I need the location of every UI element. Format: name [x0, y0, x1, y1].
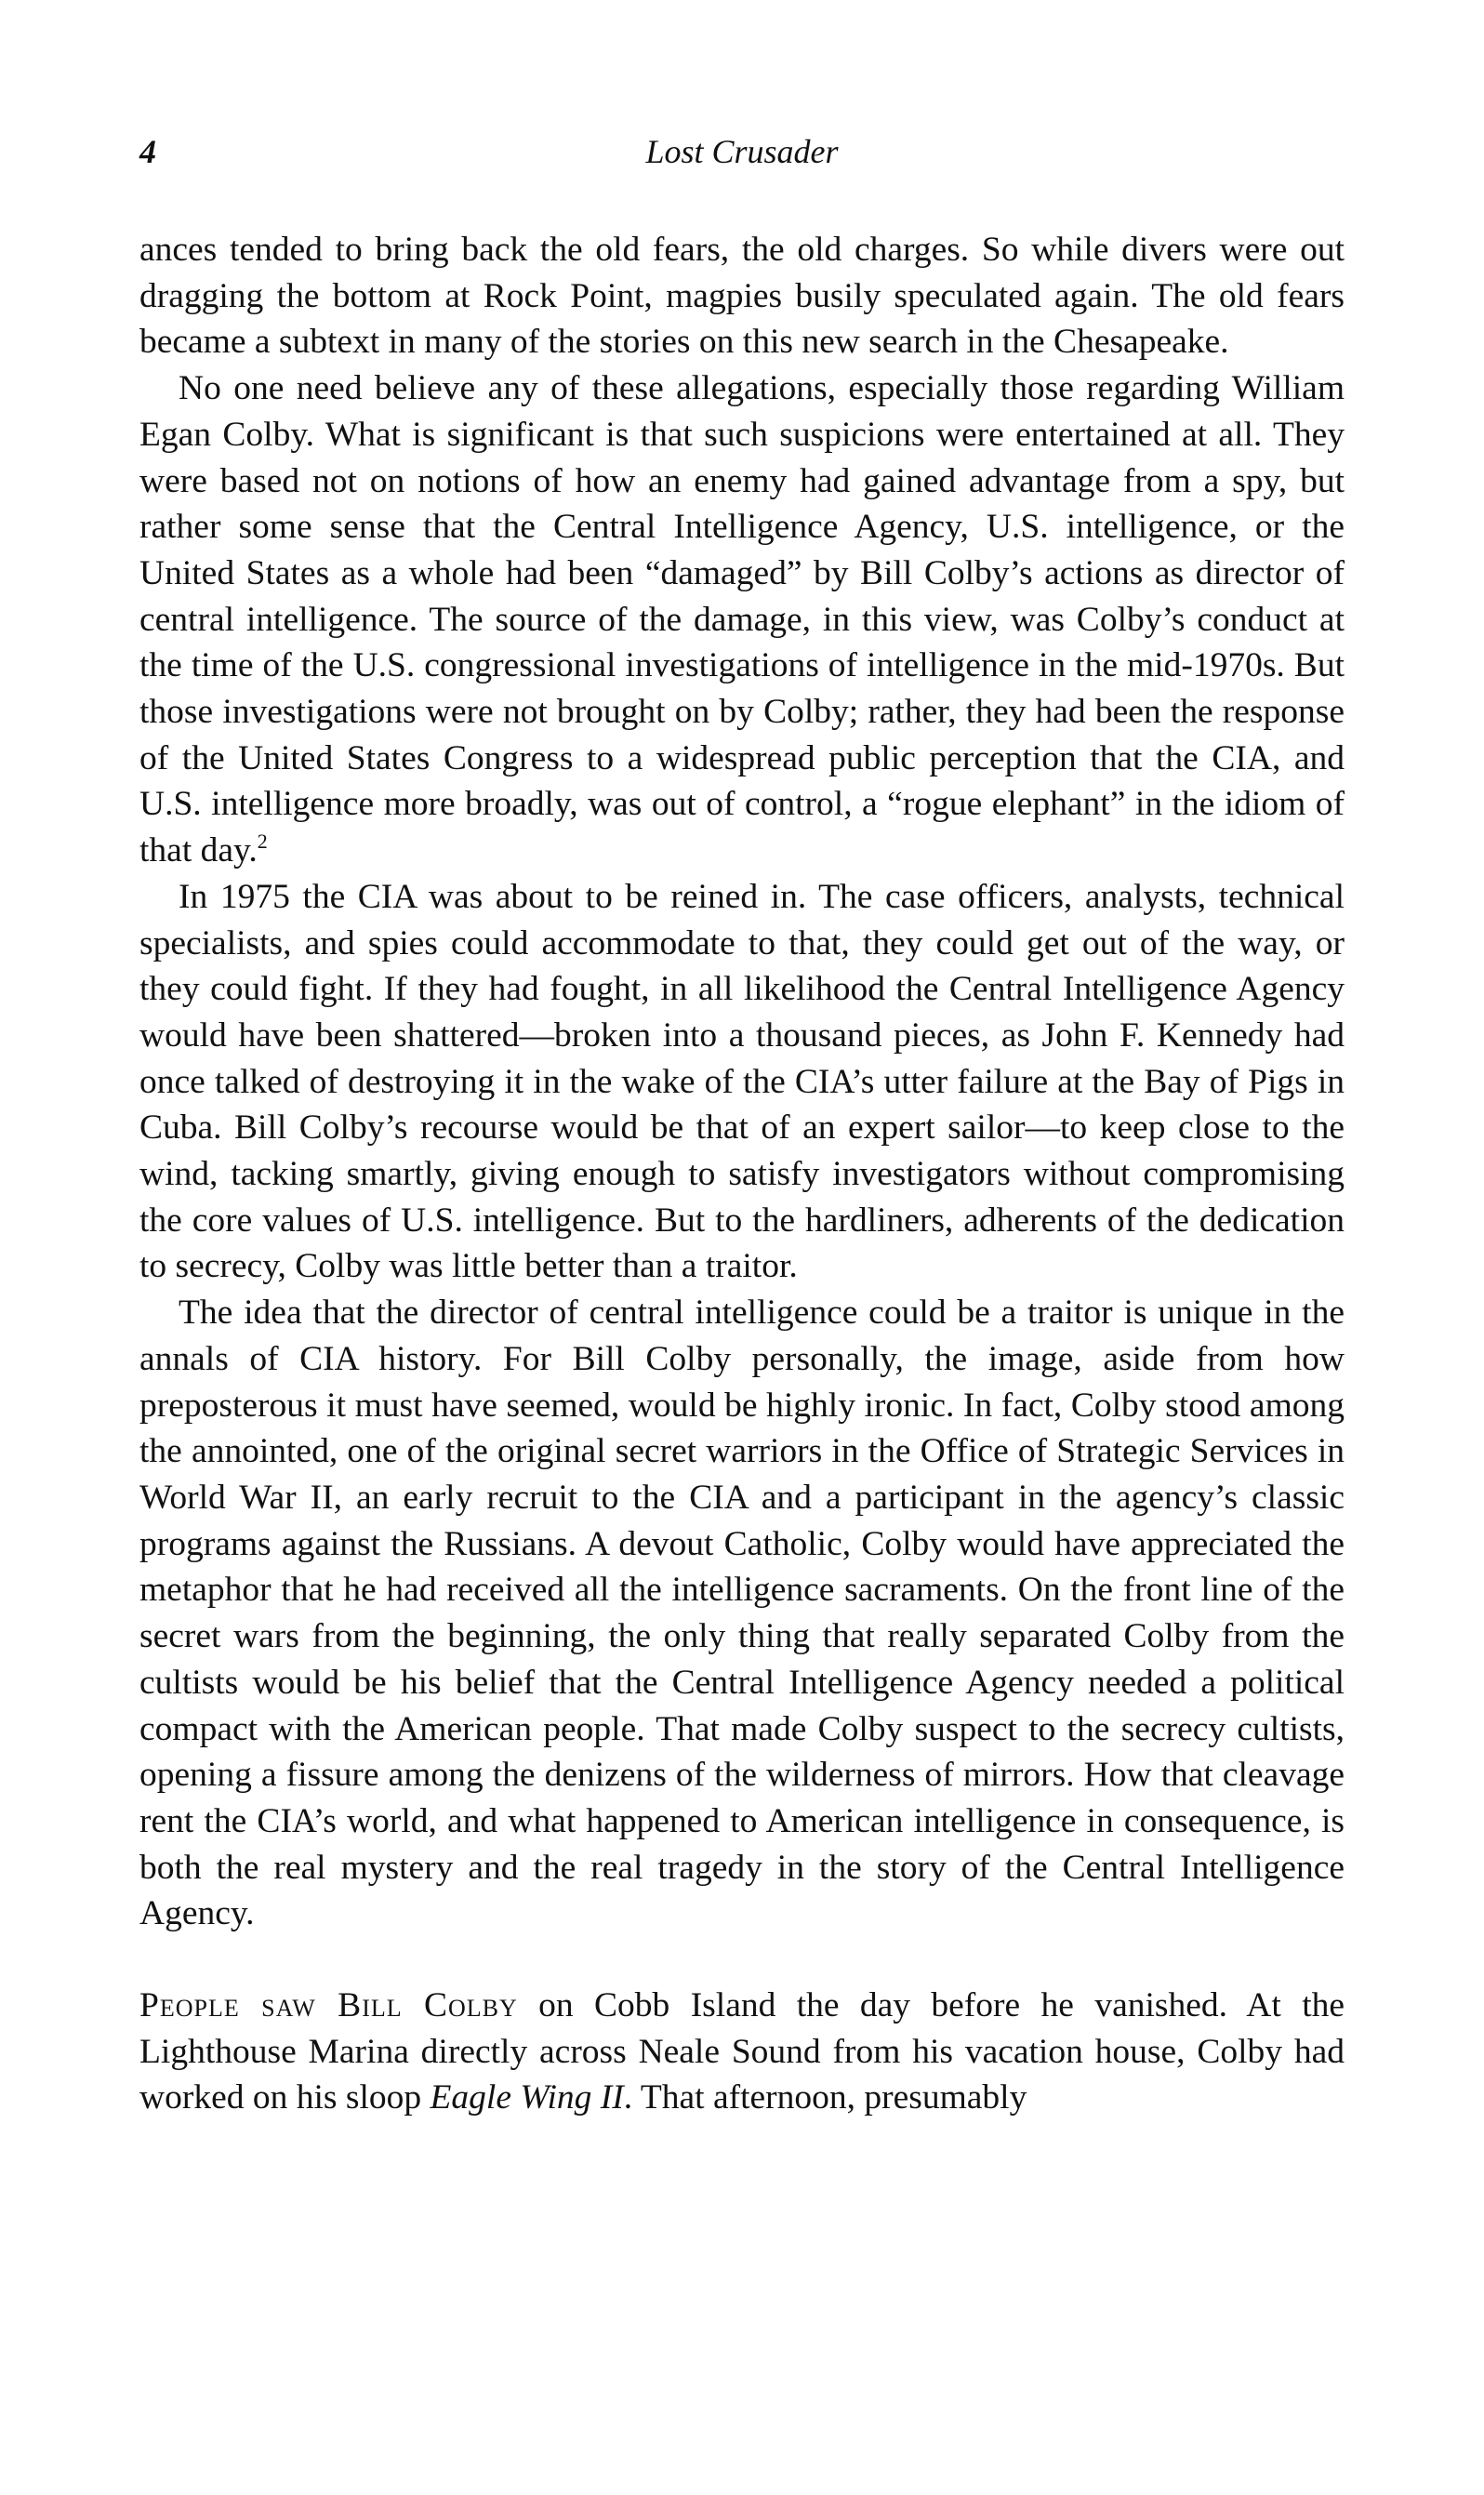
running-title: Lost Crusader	[645, 133, 839, 170]
paragraph-text: No one need believe any of these allegations, especially those regarding William Egan Colby. What is significant is that such suspicions were entertained at all. They were based not on notions of how an enemy had gained advantage from a spy, but rather some sense that the Central Intelligence Agency, U.S. intelligence, or the United States as a whole had been “damaged” by Bill Colby’s actions as director of central intelligence. The source of the damage, in this view, was Colby’s conduct at the time of the U.S. congressional investigations of intelligence in the mid-1970s. But those investigations were not brought on by Colby; rather, they had been the response of the United States Congress to a widespread public perception that the CIA, and U.S. intelligence more broadly, was out of control, a “rogue elephant” in the idiom of that day.	[139, 369, 1345, 870]
page-number: 4	[139, 133, 156, 170]
small-caps-lead-in: People saw Bill Colby	[139, 1986, 518, 2025]
paragraph	[139, 1290, 1345, 1937]
paragraph-text: In 1975 the CIA was about to be reined in. The case officers, analysts, technical specialists, and spies could accommodate to that, they could get out of the way, or they could fight. If they had fought, in all likelihood the Central Intelligence Agency would have been shattered—broken into a thousand pieces, as John F. Kennedy had once talked of destroying it in the wake of the CIA’s utter failure at the Bay of Pigs in Cuba. Bill Colby’s recourse would be that of an expert sailor—to keep close to the wind, tacking smartly, giving enough to satisfy investigators without compromising the core values of U.S. intelligence. But to the hardliners, adherents of the dedication to secrecy, Colby was little better than a traitor.	[139, 877, 1345, 1286]
running-head	[139, 128, 1345, 175]
paragraph-text: on Cobb Island the day before he vanished. At the Lighthouse Marina directly across Neale Sound from his vacation house, Colby had worked on his sloop	[139, 1986, 1345, 2117]
paragraph	[139, 365, 1345, 874]
paragraph-text: . That afternoon, presumably	[623, 2078, 1027, 2117]
paragraph-continued	[139, 227, 1345, 365]
footnote-marker: 2	[257, 829, 268, 854]
paragraph-text: The idea that the director of central intelligence could be a traitor is unique in the annals of CIA history. For Bill Colby personally, the image, aside from how preposterous it must have seemed, would be highly ironic. In fact, Colby stood among the annointed, one of the original secret warriors in the Office of Strategic Services in World War II, an early recruit to the CIA and a participant in the agency’s classic programs against the Russians. A devout Catholic, Colby would have appreciated the metaphor that he had received all the intelligence sacraments. On the front line of the secret wars from the beginning, the only thing that really separated Colby from the cultists would be his belief that the Central Intelligence Agency needed a political compact with the American people. That made Colby suspect to the secrecy cultists, opening a fissure among the denizens of the wilderness of mirrors. How that cleavage rent the CIA’s world, and what happened to American intelligence in consequence, is both the real mystery and the real tragedy in the story of the Central Intelligence Agency.	[139, 1294, 1345, 1933]
boat-name: Eagle Wing II	[430, 2078, 624, 2117]
paragraph	[139, 874, 1345, 1290]
body-text	[139, 227, 1345, 2121]
paragraph-text: ances tended to bring back the old fears, the old charges. So while divers were out dragging the bottom at Rock Point, magpies busily speculated again. The old fears became a subtext in many of the stories on this new search in the Chesapeake.	[139, 231, 1345, 362]
section-opening-paragraph	[139, 1983, 1345, 2121]
